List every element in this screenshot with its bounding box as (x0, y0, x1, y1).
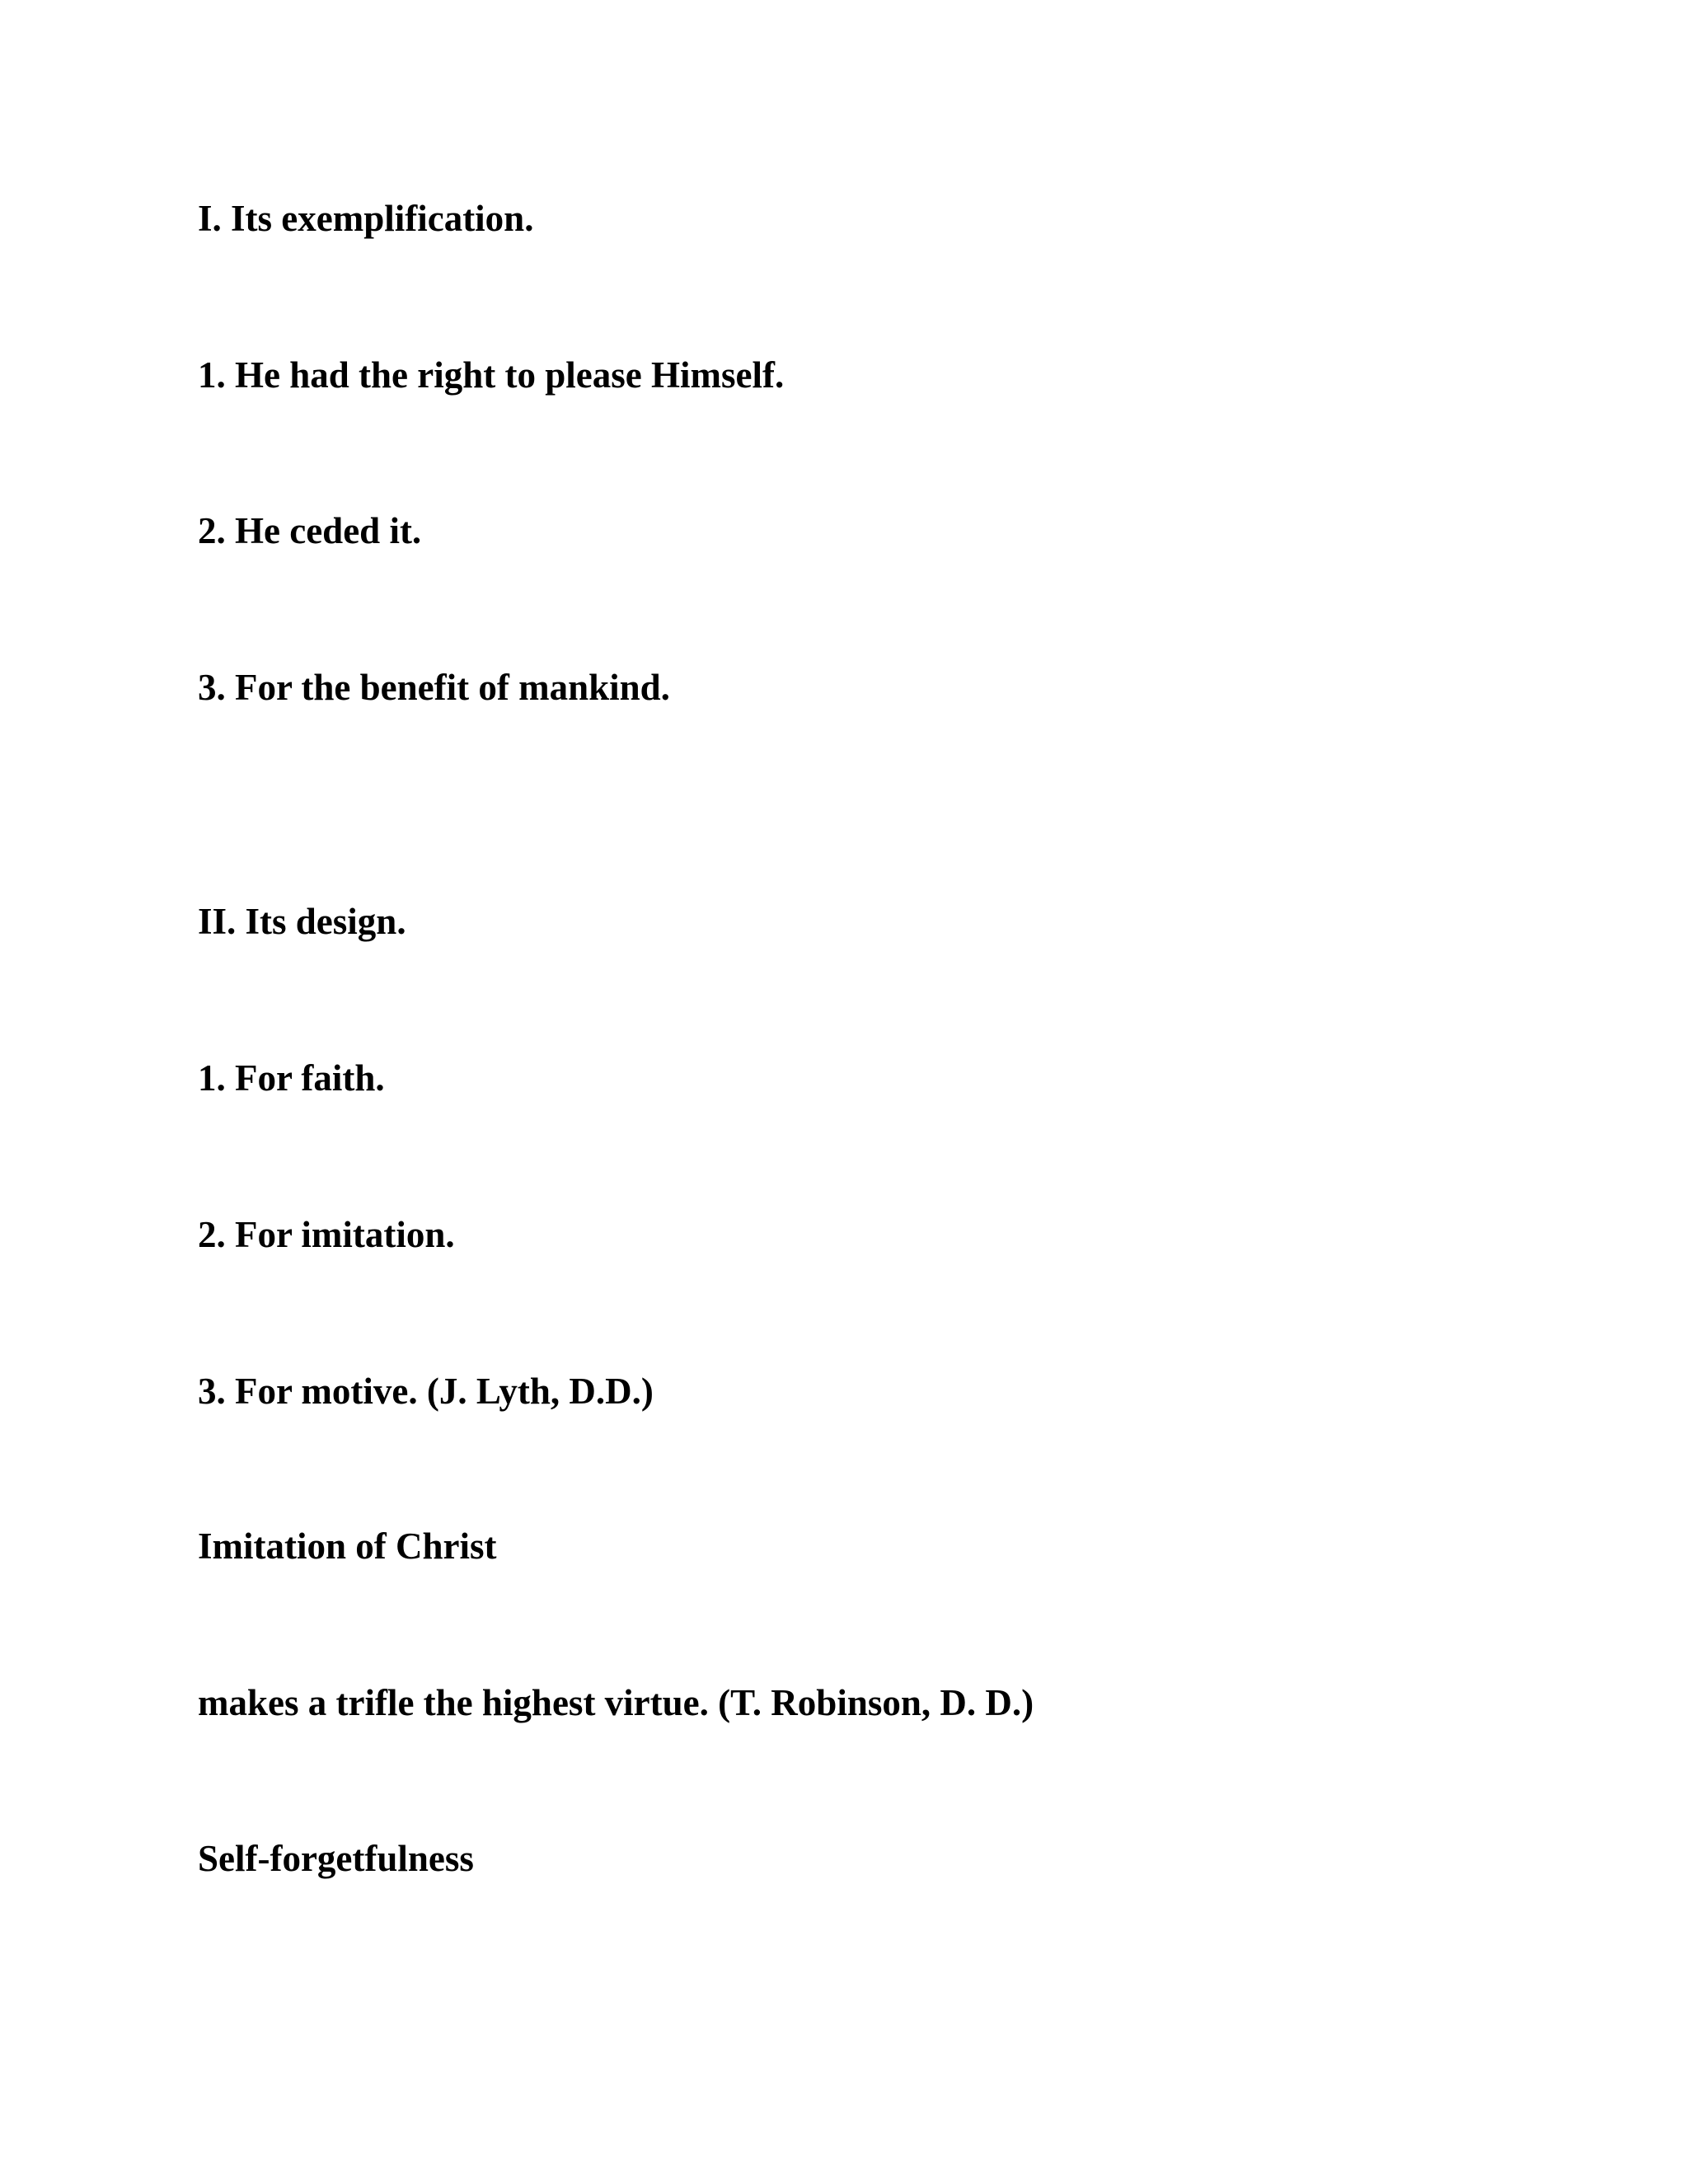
point-faith: 1. For faith. (198, 1057, 385, 1099)
point-right-to-please: 1. He had the right to please Himself. (198, 354, 785, 396)
point-motive: 3. For motive. (J. Lyth, D.D.) (198, 1371, 654, 1412)
subheading-imitation-of-christ: Imitation of Christ (198, 1526, 497, 1567)
point-benefit-mankind: 3. For the benefit of mankind. (198, 667, 670, 708)
point-ceded: 2. He ceded it. (198, 510, 422, 551)
point-imitation: 2. For imitation. (198, 1214, 455, 1255)
section-heading-design: II. Its design. (198, 901, 406, 942)
subheading-self-forgetfulness: Self-forgetfulness (198, 1838, 474, 1879)
text-highest-virtue: makes a trifle the highest virtue. (T. Robinson, D. D.) (198, 1682, 1034, 1723)
section-heading-exemplification: I. Its exemplification. (198, 198, 534, 239)
